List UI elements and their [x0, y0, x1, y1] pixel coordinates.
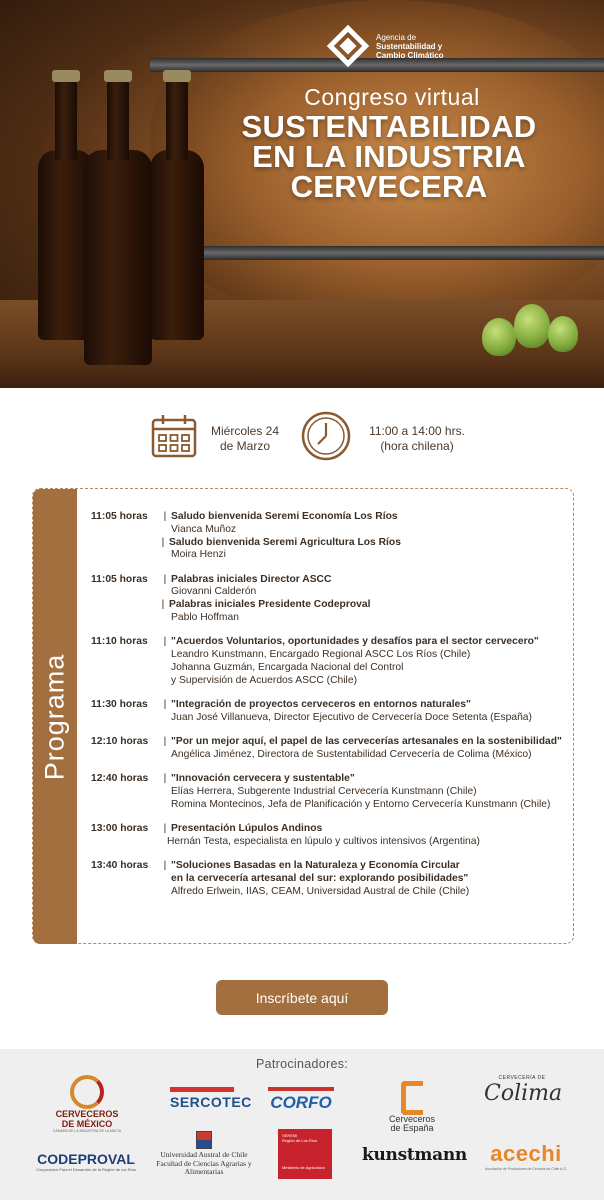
- logo-codeproval[interactable]: CODEPROVAL Corporación Para el Desarrollo de la Región de los Ríos: [36, 1151, 136, 1172]
- register-button[interactable]: Inscríbete aquí: [216, 980, 388, 1015]
- event-subtitle: Congreso virtual: [304, 84, 480, 110]
- cerveceros-espana-mark: [401, 1081, 423, 1115]
- org-line-1: Agencia de: [376, 32, 417, 42]
- program-box: [32, 488, 574, 944]
- hero-banner: [0, 0, 604, 388]
- program-item: 13:40 horas | "Soluciones Basadas en la Naturaleza y Economía Circular en la cervecería artesanal del sur: explorando posibilidades" Alfredo Erlwein, IIAS, CEAM, Universidad Austral de Chile (Chile): [91, 860, 470, 897]
- hops-image: [462, 300, 592, 360]
- logo-colima[interactable]: CERVECERÍA DE Colima: [484, 1075, 563, 1106]
- event-time: 11:00 a 14:00 hrs. (hora chilena): [369, 424, 465, 453]
- program-item: 12:10 horas | "Por un mejor aquí, el papel de las cervecerías artesanales en la sostenibilidad" Angélica Jiménez, Directora de Sustentabilidad Cervecería de Colima (México): [91, 736, 562, 760]
- logo-acechi[interactable]: acechi Asociación de Productores de Cerveza de Chile A.G.: [484, 1141, 568, 1171]
- event-title: SUSTENTABILIDAD EN LA INDUSTRIA CERVECERA: [241, 109, 537, 204]
- logo-sercotec[interactable]: SERCOTEC: [170, 1087, 234, 1110]
- program-tab: Programa: [33, 489, 77, 944]
- barrel-hoop: [150, 246, 604, 260]
- cerveceros-mexico-emblem: [70, 1075, 104, 1109]
- program-item: 11:10 horas | "Acuerdos Voluntarios, oportunidades y desafíos para el sector cervecero" Leandro Kunstmann, Encargado Regional ASCC Los Ríos (Chile) Johanna Guzmán, Encargada Nacional del Control y Supervisión de Acuerdos ASCC (Chile): [91, 636, 539, 686]
- program-item: 11:05 horas | Palabras iniciales Director ASCC Giovanni Calderón | Palabras iniciales Presidente Codeproval Pablo Hoffman: [91, 573, 371, 624]
- calendar-icon: [150, 412, 198, 460]
- logo-kunstmann[interactable]: kunstmann: [362, 1145, 467, 1165]
- clock-icon: [300, 410, 352, 462]
- program-item: 12:40 horas | "Innovación cervecera y sustentable" Elías Herrera, Subgerente Industrial Cervecería Kunstmann (Chile) Romina Montecinos, Jefa de Planificación y Entorno Cervecería Kunstmann (Chile): [91, 773, 551, 810]
- ascc-logo: [326, 24, 444, 68]
- logo-cerveceros-mexico[interactable]: CERVECEROS DE MÉXICO CÁMARA DE LA INDUSTRIA DE LA MALTA: [50, 1075, 124, 1133]
- sponsors-title: Patrocinadores:: [255, 1057, 349, 1071]
- logo-uach[interactable]: Universidad Austral de Chile Facultad de Ciencias Agrarias y Alimentarias: [152, 1131, 256, 1177]
- event-info: [0, 410, 604, 470]
- event-date: Miércoles 24 de Marzo: [210, 424, 280, 453]
- logo-minagri[interactable]: SEREMI Región de Los Ríos Ministerio de Agricultura: [278, 1129, 332, 1179]
- program-item: 11:05 horas | Saludo bienvenida Seremi Economía Los Ríos Vianca Muñoz | Saludo bienvenida Seremi Agricultura Los Ríos Moira Henzi: [91, 511, 401, 561]
- logo-corfo[interactable]: CORFO: [268, 1087, 334, 1113]
- logo-cerveceros-espana[interactable]: Cerveceros de España: [384, 1081, 440, 1133]
- program-item: 13:00 horas | Presentación Lúpulos Andinos Hernán Testa, especialista en lúpulo y cultivos intensivos (Argentina): [91, 823, 480, 847]
- ascc-diamond-icon: [326, 24, 370, 68]
- beer-bottle: [150, 150, 204, 340]
- uach-crest-icon: [196, 1131, 212, 1149]
- beer-bottle: [84, 150, 152, 365]
- program-item: 11:30 horas | "Integración de proyectos cerveceros en entornos naturales" Juan José Villanueva, Director Ejecutivo de Cervecería Doce Setenta (España): [91, 699, 532, 723]
- org-line-3: Cambio Climático: [376, 50, 444, 60]
- sponsors-section: [0, 1049, 604, 1200]
- org-line-2: Sustentabilidad y: [376, 41, 443, 51]
